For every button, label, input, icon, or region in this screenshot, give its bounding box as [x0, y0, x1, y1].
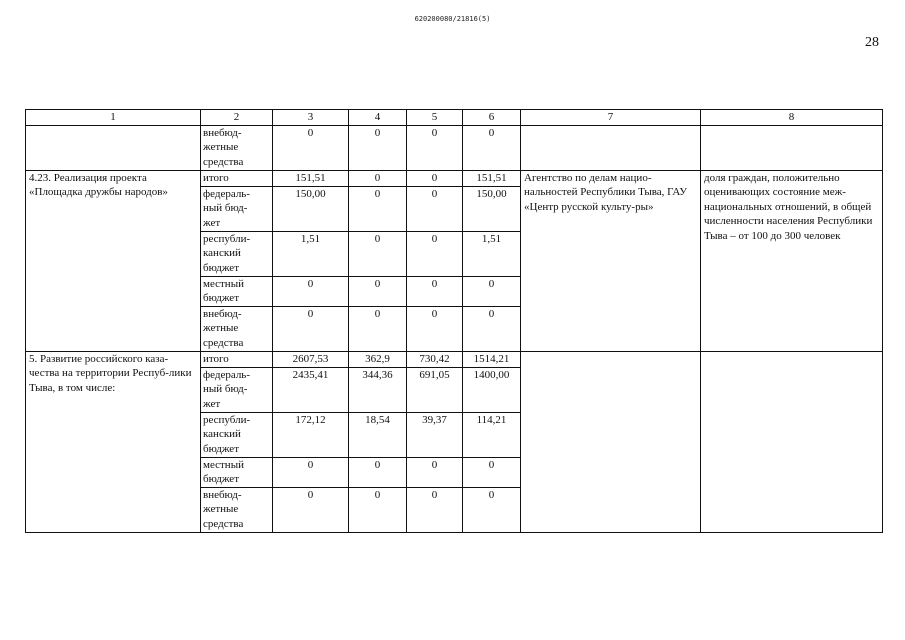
column-number-row [26, 110, 883, 126]
executor-cell [521, 125, 701, 170]
measure-cell: 4.23. Реализация проекта «Площадка дружбы народов» [26, 170, 201, 351]
value-cell: 0 [407, 457, 463, 487]
value-cell: 691,05 [407, 367, 463, 412]
value-cell: 362,9 [349, 351, 407, 367]
table-row [26, 125, 883, 170]
column-header: 7 [521, 110, 701, 126]
value-cell: 0 [349, 457, 407, 487]
value-cell: 0 [463, 487, 521, 532]
column-header: 5 [407, 110, 463, 126]
value-cell: 1514,21 [463, 351, 521, 367]
funding-source-cell: местный бюджет [201, 457, 273, 487]
column-header: 4 [349, 110, 407, 126]
value-cell: 151,51 [273, 170, 349, 186]
value-cell: 0 [463, 306, 521, 351]
value-cell: 344,36 [349, 367, 407, 412]
value-cell: 1400,00 [463, 367, 521, 412]
funding-source-cell: республи- канский бюджет [201, 231, 273, 276]
budget-table [25, 109, 883, 533]
value-cell: 730,42 [407, 351, 463, 367]
funding-source-cell: внебюд- жетные средства [201, 125, 273, 170]
value-cell: 0 [407, 231, 463, 276]
funding-source-cell: внебюд- жетные средства [201, 487, 273, 532]
column-header: 8 [701, 110, 883, 126]
value-cell: 0 [273, 125, 349, 170]
column-header: 6 [463, 110, 521, 126]
column-header: 3 [273, 110, 349, 126]
funding-source-cell: федераль- ный бюд- жет [201, 367, 273, 412]
executor-cell: Агентство по делам нацио-нальностей Республики Тыва, ГАУ «Центр русской культу-ры» [521, 170, 701, 351]
executor-cell [521, 351, 701, 532]
funding-source-cell: итого [201, 351, 273, 367]
value-cell: 0 [273, 306, 349, 351]
value-cell: 0 [407, 276, 463, 306]
funding-source-cell: республи- канский бюджет [201, 412, 273, 457]
column-header: 1 [26, 110, 201, 126]
value-cell: 0 [407, 170, 463, 186]
indicator-cell: доля граждан, положительно оценивающих состояние меж-национальных отношений, в общей численности населения Республики Тыва – от 100 до 300 человек [701, 170, 883, 351]
indicator-cell [701, 125, 883, 170]
value-cell: 172,12 [273, 412, 349, 457]
value-cell: 114,21 [463, 412, 521, 457]
value-cell: 1,51 [463, 231, 521, 276]
indicator-cell [701, 351, 883, 532]
value-cell: 18,54 [349, 412, 407, 457]
value-cell: 0 [463, 276, 521, 306]
funding-source-cell: местный бюджет [201, 276, 273, 306]
value-cell: 0 [273, 487, 349, 532]
value-cell: 0 [349, 276, 407, 306]
value-cell: 0 [407, 487, 463, 532]
value-cell: 0 [349, 306, 407, 351]
value-cell: 0 [349, 125, 407, 170]
value-cell: 1,51 [273, 231, 349, 276]
funding-source-cell: итого [201, 170, 273, 186]
column-header: 2 [201, 110, 273, 126]
value-cell: 0 [407, 306, 463, 351]
value-cell: 0 [349, 186, 407, 231]
value-cell: 0 [407, 186, 463, 231]
funding-source-cell: федераль- ный бюд- жет [201, 186, 273, 231]
table-row [26, 170, 883, 186]
document-id: 620200080/21816(5) [414, 15, 491, 23]
value-cell: 0 [463, 125, 521, 170]
value-cell: 150,00 [463, 186, 521, 231]
value-cell: 2607,53 [273, 351, 349, 367]
measure-cell: 5. Развитие российского каза-чества на территории Респуб-лики Тыва, в том числе: [26, 351, 201, 532]
value-cell: 0 [349, 170, 407, 186]
page-number: 28 [865, 35, 879, 50]
value-cell: 0 [349, 487, 407, 532]
value-cell: 0 [407, 125, 463, 170]
value-cell: 0 [273, 276, 349, 306]
measure-cell [26, 125, 201, 170]
value-cell: 0 [349, 231, 407, 276]
funding-source-cell: внебюд- жетные средства [201, 306, 273, 351]
value-cell: 0 [273, 457, 349, 487]
value-cell: 151,51 [463, 170, 521, 186]
table-row [26, 351, 883, 367]
value-cell: 150,00 [273, 186, 349, 231]
value-cell: 0 [463, 457, 521, 487]
value-cell: 2435,41 [273, 367, 349, 412]
value-cell: 39,37 [407, 412, 463, 457]
